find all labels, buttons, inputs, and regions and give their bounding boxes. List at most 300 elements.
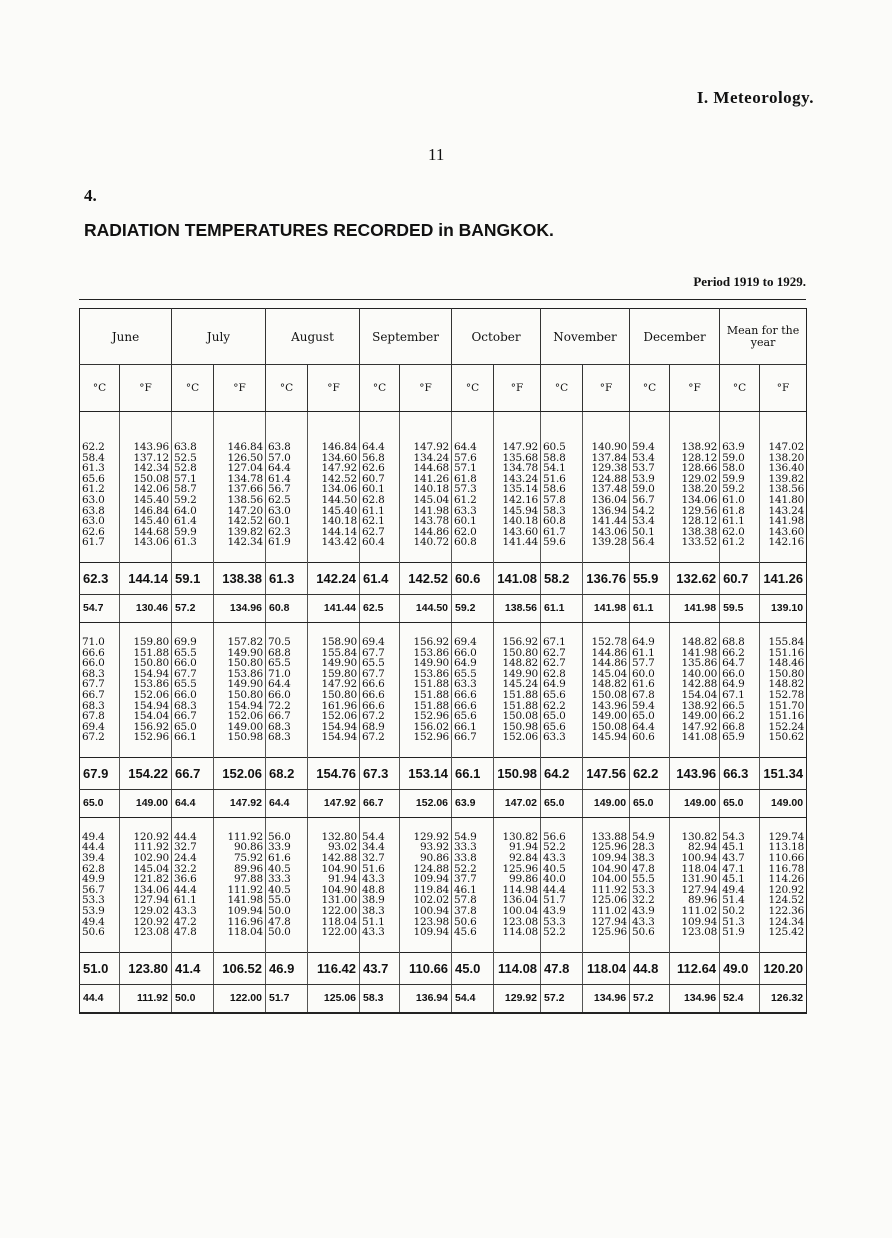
daily-value-cell: 66.6 bbox=[80, 648, 120, 659]
mean-value-cell: 142.24 bbox=[308, 562, 360, 594]
daily-value-cell: 111.92 bbox=[120, 842, 172, 853]
daily-value-cell: 68.3 bbox=[80, 669, 120, 680]
daily-value-cell: 127.04 bbox=[214, 463, 266, 474]
unit-celsius-header: °C bbox=[360, 365, 400, 412]
unit-celsius-header: °C bbox=[80, 365, 120, 412]
daily-value-cell: 44.4 bbox=[172, 885, 214, 896]
daily-value-cell: 100.94 bbox=[670, 853, 720, 864]
mean-value-cell: 123.80 bbox=[120, 952, 172, 984]
mean-value-cell: 66.3 bbox=[720, 757, 760, 789]
daily-value-cell: 49.4 bbox=[720, 885, 760, 896]
mean-value-cell: 141.08 bbox=[494, 562, 541, 594]
daily-value-cell: 61.7 bbox=[80, 537, 120, 548]
mean-row bbox=[80, 952, 807, 984]
daily-value-cell: 51.7 bbox=[541, 895, 583, 906]
daily-value-cell: 144.14 bbox=[308, 527, 360, 538]
daily-value-cell: 137.84 bbox=[583, 453, 630, 464]
block-mean-rows bbox=[80, 952, 807, 1013]
daily-value-cell: 131.00 bbox=[308, 895, 360, 906]
daily-value-cell: 141.26 bbox=[400, 474, 452, 485]
daily-value-cell: 141.98 bbox=[214, 895, 266, 906]
unit-fahrenheit-header: °F bbox=[214, 365, 266, 412]
daily-value-cell: 147.92 bbox=[494, 442, 541, 453]
daily-value-cell: 59.9 bbox=[172, 527, 214, 538]
secondary-mean-value-cell: 149.00 bbox=[760, 789, 807, 817]
daily-value-cell: 45.6 bbox=[452, 927, 494, 938]
mean-value-cell: 62.3 bbox=[80, 562, 120, 594]
daily-value-cell: 128.12 bbox=[670, 453, 720, 464]
daily-value-cell: 61.3 bbox=[172, 537, 214, 548]
daily-value-cell: 146.84 bbox=[308, 442, 360, 453]
daily-value-cell: 66.0 bbox=[452, 648, 494, 659]
daily-value-cell: 148.82 bbox=[670, 637, 720, 648]
daily-value-cell: 60.7 bbox=[360, 474, 400, 485]
daily-value-cell: 158.90 bbox=[308, 637, 360, 648]
daily-value-cell: 156.02 bbox=[400, 722, 452, 733]
daily-value-cell: 82.94 bbox=[670, 842, 720, 853]
daily-value-cell: 134.78 bbox=[494, 463, 541, 474]
daily-value-cell: 57.1 bbox=[452, 463, 494, 474]
secondary-mean-value-cell: 138.56 bbox=[494, 594, 541, 622]
daily-value-cell: 47.8 bbox=[266, 917, 308, 928]
daily-value-cell: 61.6 bbox=[266, 853, 308, 864]
daily-value-cell: 124.88 bbox=[583, 474, 630, 485]
daily-value-cell: 142.34 bbox=[120, 463, 172, 474]
daily-value-cell: 144.86 bbox=[583, 648, 630, 659]
daily-value-cell: 138.92 bbox=[670, 442, 720, 453]
daily-value-cell: 89.96 bbox=[670, 895, 720, 906]
daily-value-cell: 43.3 bbox=[172, 906, 214, 917]
daily-value-cell: 54.2 bbox=[630, 506, 670, 517]
daily-value-cell: 59.4 bbox=[630, 442, 670, 453]
daily-value-cell: 150.80 bbox=[214, 690, 266, 701]
daily-value-cell: 65.6 bbox=[541, 722, 583, 733]
mean-value-cell: 116.42 bbox=[308, 952, 360, 984]
daily-value-cell: 127.94 bbox=[120, 895, 172, 906]
daily-value-cell: 154.94 bbox=[308, 732, 360, 743]
secondary-mean-value-cell: 57.2 bbox=[172, 594, 214, 622]
secondary-mean-value-cell: 52.4 bbox=[720, 984, 760, 1013]
secondary-mean-value-cell: 60.8 bbox=[266, 594, 308, 622]
daily-value-cell: 50.6 bbox=[630, 927, 670, 938]
daily-value-cell: 129.92 bbox=[400, 832, 452, 843]
secondary-mean-value-cell: 147.02 bbox=[494, 789, 541, 817]
daily-value-cell: 111.02 bbox=[670, 906, 720, 917]
daily-value-cell: 146.84 bbox=[120, 506, 172, 517]
daily-value-cell: 63.0 bbox=[266, 506, 308, 517]
daily-value-cell: 67.7 bbox=[360, 648, 400, 659]
daily-value-cell: 150.08 bbox=[583, 722, 630, 733]
daily-row bbox=[80, 927, 807, 938]
daily-value-cell: 152.24 bbox=[760, 722, 807, 733]
daily-value-cell: 64.4 bbox=[266, 463, 308, 474]
daily-value-cell: 66.2 bbox=[720, 711, 760, 722]
daily-value-cell: 61.8 bbox=[452, 474, 494, 485]
mean-value-cell: 132.62 bbox=[670, 562, 720, 594]
month-header: July bbox=[172, 309, 266, 365]
daily-value-cell: 52.2 bbox=[541, 927, 583, 938]
daily-value-cell: 138.56 bbox=[214, 495, 266, 506]
daily-value-cell: 64.9 bbox=[720, 679, 760, 690]
daily-value-cell: 124.34 bbox=[760, 917, 807, 928]
daily-value-cell: 57.7 bbox=[630, 658, 670, 669]
daily-value-cell: 38.3 bbox=[360, 906, 400, 917]
daily-value-cell: 138.38 bbox=[670, 527, 720, 538]
daily-value-cell: 152.96 bbox=[400, 732, 452, 743]
daily-value-cell: 43.3 bbox=[360, 874, 400, 885]
daily-value-cell: 61.3 bbox=[80, 463, 120, 474]
daily-value-cell: 154.94 bbox=[120, 701, 172, 712]
mean-value-cell: 112.64 bbox=[670, 952, 720, 984]
daily-value-cell: 54.9 bbox=[630, 832, 670, 843]
daily-value-cell: 65.6 bbox=[541, 690, 583, 701]
daily-value-cell: 66.8 bbox=[720, 722, 760, 733]
daily-value-cell: 130.82 bbox=[670, 832, 720, 843]
daily-value-cell: 138.92 bbox=[670, 701, 720, 712]
daily-value-cell: 149.00 bbox=[670, 711, 720, 722]
secondary-mean-value-cell: 141.98 bbox=[583, 594, 630, 622]
daily-value-cell: 155.84 bbox=[308, 648, 360, 659]
daily-value-cell: 62.6 bbox=[80, 527, 120, 538]
daily-value-cell: 140.72 bbox=[400, 537, 452, 548]
daily-value-cell: 111.92 bbox=[214, 885, 266, 896]
daily-value-cell: 90.86 bbox=[400, 853, 452, 864]
daily-value-cell: 143.96 bbox=[120, 442, 172, 453]
daily-value-cell: 152.96 bbox=[400, 711, 452, 722]
daily-value-cell: 45.1 bbox=[720, 842, 760, 853]
mean-value-cell: 118.04 bbox=[583, 952, 630, 984]
unit-fahrenheit-header: °F bbox=[494, 365, 541, 412]
table-number: 4. bbox=[84, 186, 97, 205]
daily-value-cell: 45.1 bbox=[720, 874, 760, 885]
secondary-mean-value-cell: 62.5 bbox=[360, 594, 400, 622]
daily-value-cell: 154.04 bbox=[120, 711, 172, 722]
secondary-mean-value-cell: 134.96 bbox=[670, 984, 720, 1013]
daily-value-cell: 111.92 bbox=[214, 832, 266, 843]
daily-value-cell: 121.82 bbox=[120, 874, 172, 885]
daily-value-cell: 136.40 bbox=[760, 463, 807, 474]
secondary-mean-row bbox=[80, 789, 807, 817]
daily-value-cell: 145.24 bbox=[494, 679, 541, 690]
mean-value-cell: 136.76 bbox=[583, 562, 630, 594]
daily-value-cell: 53.9 bbox=[80, 906, 120, 917]
daily-value-cell: 43.9 bbox=[630, 906, 670, 917]
daily-value-cell: 62.8 bbox=[541, 669, 583, 680]
secondary-mean-value-cell: 126.32 bbox=[760, 984, 807, 1013]
mean-row bbox=[80, 562, 807, 594]
daily-value-cell: 56.0 bbox=[266, 832, 308, 843]
mean-value-cell: 151.34 bbox=[760, 757, 807, 789]
daily-value-cell: 153.86 bbox=[214, 669, 266, 680]
daily-readings-block bbox=[80, 817, 807, 952]
daily-value-cell: 91.94 bbox=[308, 874, 360, 885]
daily-value-cell: 62.2 bbox=[541, 701, 583, 712]
secondary-mean-value-cell: 65.0 bbox=[80, 789, 120, 817]
daily-value-cell: 147.92 bbox=[308, 463, 360, 474]
daily-value-cell: 67.7 bbox=[360, 669, 400, 680]
daily-value-cell: 150.08 bbox=[120, 474, 172, 485]
daily-value-cell: 61.1 bbox=[360, 506, 400, 517]
daily-value-cell: 100.04 bbox=[494, 906, 541, 917]
daily-value-cell: 61.7 bbox=[541, 527, 583, 538]
daily-value-cell: 125.96 bbox=[583, 927, 630, 938]
mean-value-cell: 141.26 bbox=[760, 562, 807, 594]
daily-value-cell: 140.18 bbox=[400, 484, 452, 495]
daily-value-cell: 142.06 bbox=[120, 484, 172, 495]
daily-value-cell: 59.2 bbox=[172, 495, 214, 506]
secondary-mean-value-cell: 63.9 bbox=[452, 789, 494, 817]
daily-value-cell: 37.8 bbox=[452, 906, 494, 917]
daily-value-cell: 145.94 bbox=[583, 732, 630, 743]
daily-value-cell: 51.6 bbox=[360, 864, 400, 875]
daily-value-cell: 65.0 bbox=[630, 711, 670, 722]
daily-value-cell: 122.00 bbox=[308, 906, 360, 917]
daily-value-cell: 32.7 bbox=[172, 842, 214, 853]
daily-value-cell: 120.92 bbox=[120, 917, 172, 928]
mean-value-cell: 59.1 bbox=[172, 562, 214, 594]
daily-value-cell: 43.3 bbox=[541, 853, 583, 864]
mean-row bbox=[80, 757, 807, 789]
mean-value-cell: 66.7 bbox=[172, 757, 214, 789]
daily-value-cell: 60.0 bbox=[630, 669, 670, 680]
daily-value-cell: 145.40 bbox=[120, 495, 172, 506]
daily-value-cell: 145.04 bbox=[583, 669, 630, 680]
daily-value-cell: 71.0 bbox=[80, 637, 120, 648]
daily-value-cell: 59.9 bbox=[720, 474, 760, 485]
daily-value-cell: 157.82 bbox=[214, 637, 266, 648]
daily-value-cell: 125.42 bbox=[760, 927, 807, 938]
daily-value-cell: 151.88 bbox=[494, 690, 541, 701]
daily-value-cell: 61.4 bbox=[266, 474, 308, 485]
daily-value-cell: 60.5 bbox=[541, 442, 583, 453]
daily-value-cell: 134.06 bbox=[670, 495, 720, 506]
daily-value-cell: 32.7 bbox=[360, 853, 400, 864]
unit-fahrenheit-header: °F bbox=[400, 365, 452, 412]
daily-value-cell: 97.88 bbox=[214, 874, 266, 885]
daily-value-cell: 152.78 bbox=[760, 690, 807, 701]
secondary-mean-value-cell: 61.1 bbox=[541, 594, 583, 622]
mean-value-cell: 49.0 bbox=[720, 952, 760, 984]
daily-value-cell: 52.5 bbox=[172, 453, 214, 464]
daily-value-cell: 65.0 bbox=[172, 722, 214, 733]
daily-value-cell: 133.52 bbox=[670, 537, 720, 548]
daily-value-cell: 57.8 bbox=[452, 895, 494, 906]
mean-value-cell: 46.9 bbox=[266, 952, 308, 984]
daily-value-cell: 62.7 bbox=[360, 527, 400, 538]
daily-value-cell: 47.8 bbox=[172, 927, 214, 938]
daily-value-cell: 156.92 bbox=[400, 637, 452, 648]
daily-value-cell: 61.1 bbox=[720, 516, 760, 527]
daily-value-cell: 116.78 bbox=[760, 864, 807, 875]
daily-value-cell: 67.7 bbox=[172, 669, 214, 680]
daily-value-cell: 66.6 bbox=[452, 690, 494, 701]
daily-value-cell: 52.8 bbox=[172, 463, 214, 474]
daily-value-cell: 51.4 bbox=[720, 895, 760, 906]
daily-value-cell: 66.1 bbox=[172, 732, 214, 743]
unit-celsius-header: °C bbox=[541, 365, 583, 412]
mean-value-cell: 152.06 bbox=[214, 757, 266, 789]
daily-value-cell: 51.1 bbox=[360, 917, 400, 928]
daily-value-cell: 142.52 bbox=[214, 516, 266, 527]
secondary-mean-value-cell: 147.92 bbox=[214, 789, 266, 817]
daily-value-cell: 64.9 bbox=[630, 637, 670, 648]
daily-value-cell: 130.82 bbox=[494, 832, 541, 843]
daily-value-cell: 56.4 bbox=[630, 537, 670, 548]
daily-row bbox=[80, 690, 807, 701]
daily-value-cell: 123.98 bbox=[400, 917, 452, 928]
daily-value-cell: 152.78 bbox=[583, 637, 630, 648]
daily-value-cell: 123.08 bbox=[670, 927, 720, 938]
daily-value-cell: 150.62 bbox=[760, 732, 807, 743]
daily-value-cell: 47.2 bbox=[172, 917, 214, 928]
mean-value-cell: 120.20 bbox=[760, 952, 807, 984]
daily-value-cell: 151.88 bbox=[120, 648, 172, 659]
unit-header-row bbox=[80, 365, 807, 412]
daily-value-cell: 60.8 bbox=[541, 516, 583, 527]
mean-value-cell: 138.38 bbox=[214, 562, 266, 594]
daily-value-cell: 137.12 bbox=[120, 453, 172, 464]
daily-value-cell: 150.80 bbox=[760, 669, 807, 680]
daily-value-cell: 140.00 bbox=[670, 669, 720, 680]
secondary-mean-value-cell: 65.0 bbox=[720, 789, 760, 817]
daily-value-cell: 56.7 bbox=[630, 495, 670, 506]
daily-value-cell: 55.5 bbox=[630, 874, 670, 885]
secondary-mean-value-cell: 149.00 bbox=[583, 789, 630, 817]
daily-value-cell: 151.88 bbox=[400, 690, 452, 701]
unit-fahrenheit-header: °F bbox=[120, 365, 172, 412]
daily-value-cell: 32.2 bbox=[172, 864, 214, 875]
daily-value-cell: 150.08 bbox=[494, 711, 541, 722]
daily-row bbox=[80, 537, 807, 548]
daily-value-cell: 151.16 bbox=[760, 648, 807, 659]
daily-value-cell: 141.44 bbox=[494, 537, 541, 548]
mean-value-cell: 61.4 bbox=[360, 562, 400, 594]
daily-value-cell: 150.08 bbox=[583, 690, 630, 701]
daily-value-cell: 60.4 bbox=[360, 537, 400, 548]
secondary-mean-value-cell: 57.2 bbox=[630, 984, 670, 1013]
daily-value-cell: 66.0 bbox=[80, 658, 120, 669]
daily-value-cell: 62.3 bbox=[266, 527, 308, 538]
mean-value-cell: 67.3 bbox=[360, 757, 400, 789]
daily-value-cell: 69.4 bbox=[452, 637, 494, 648]
daily-value-cell: 68.3 bbox=[80, 701, 120, 712]
daily-value-cell: 51.3 bbox=[720, 917, 760, 928]
daily-value-cell: 62.5 bbox=[266, 495, 308, 506]
daily-value-cell: 63.0 bbox=[80, 495, 120, 506]
secondary-mean-value-cell: 64.4 bbox=[266, 789, 308, 817]
daily-value-cell: 53.7 bbox=[630, 463, 670, 474]
daily-value-cell: 53.3 bbox=[630, 885, 670, 896]
daily-value-cell: 65.5 bbox=[266, 658, 308, 669]
daily-value-cell: 143.60 bbox=[760, 527, 807, 538]
secondary-mean-value-cell: 65.0 bbox=[630, 789, 670, 817]
daily-value-cell: 50.2 bbox=[720, 906, 760, 917]
daily-value-cell: 33.9 bbox=[266, 842, 308, 853]
mean-value-cell: 51.0 bbox=[80, 952, 120, 984]
daily-value-cell: 68.3 bbox=[266, 722, 308, 733]
daily-value-cell: 61.6 bbox=[630, 679, 670, 690]
mean-value-cell: 66.1 bbox=[452, 757, 494, 789]
daily-value-cell: 129.56 bbox=[670, 506, 720, 517]
daily-value-cell: 64.4 bbox=[630, 722, 670, 733]
daily-value-cell: 38.3 bbox=[630, 853, 670, 864]
daily-value-cell: 150.80 bbox=[214, 658, 266, 669]
daily-value-cell: 57.3 bbox=[452, 484, 494, 495]
secondary-mean-value-cell: 54.7 bbox=[80, 594, 120, 622]
daily-value-cell: 63.8 bbox=[172, 442, 214, 453]
daily-value-cell: 142.88 bbox=[308, 853, 360, 864]
daily-value-cell: 62.8 bbox=[80, 864, 120, 875]
daily-value-cell: 125.96 bbox=[583, 842, 630, 853]
daily-value-cell: 138.56 bbox=[760, 484, 807, 495]
daily-value-cell: 48.8 bbox=[360, 885, 400, 896]
daily-value-cell: 67.8 bbox=[80, 711, 120, 722]
daily-value-cell: 64.7 bbox=[720, 658, 760, 669]
daily-value-cell: 68.9 bbox=[360, 722, 400, 733]
daily-value-cell: 67.1 bbox=[541, 637, 583, 648]
daily-value-cell: 62.7 bbox=[541, 648, 583, 659]
secondary-mean-value-cell: 54.4 bbox=[452, 984, 494, 1013]
daily-value-cell: 51.9 bbox=[720, 927, 760, 938]
secondary-mean-value-cell: 125.06 bbox=[308, 984, 360, 1013]
daily-value-cell: 123.08 bbox=[494, 917, 541, 928]
daily-value-cell: 143.24 bbox=[494, 474, 541, 485]
daily-value-cell: 38.9 bbox=[360, 895, 400, 906]
daily-value-cell: 43.3 bbox=[360, 927, 400, 938]
daily-value-cell: 69.9 bbox=[172, 637, 214, 648]
mean-value-cell: 62.2 bbox=[630, 757, 670, 789]
daily-row bbox=[80, 637, 807, 648]
daily-value-cell: 120.92 bbox=[120, 832, 172, 843]
mean-value-cell: 154.22 bbox=[120, 757, 172, 789]
daily-value-cell: 154.04 bbox=[670, 690, 720, 701]
daily-value-cell: 61.2 bbox=[80, 484, 120, 495]
daily-value-cell: 139.82 bbox=[760, 474, 807, 485]
mean-value-cell: 150.98 bbox=[494, 757, 541, 789]
daily-value-cell: 142.34 bbox=[214, 537, 266, 548]
mean-value-cell: 154.76 bbox=[308, 757, 360, 789]
daily-value-cell: 143.06 bbox=[120, 537, 172, 548]
daily-value-cell: 65.5 bbox=[360, 658, 400, 669]
block-mean-rows bbox=[80, 562, 807, 622]
daily-value-cell: 118.04 bbox=[214, 927, 266, 938]
daily-row bbox=[80, 732, 807, 743]
daily-value-cell: 50.1 bbox=[630, 527, 670, 538]
daily-value-cell: 65.0 bbox=[541, 711, 583, 722]
daily-value-cell: 54.1 bbox=[541, 463, 583, 474]
daily-value-cell: 128.66 bbox=[670, 463, 720, 474]
daily-value-cell: 118.04 bbox=[308, 917, 360, 928]
daily-value-cell: 69.4 bbox=[360, 637, 400, 648]
mean-value-cell: 64.2 bbox=[541, 757, 583, 789]
daily-value-cell: 62.8 bbox=[360, 495, 400, 506]
daily-value-cell: 153.86 bbox=[120, 679, 172, 690]
daily-value-cell: 120.92 bbox=[760, 885, 807, 896]
secondary-mean-value-cell: 141.44 bbox=[308, 594, 360, 622]
daily-value-cell: 57.6 bbox=[452, 453, 494, 464]
daily-value-cell: 161.96 bbox=[308, 701, 360, 712]
unit-fahrenheit-header: °F bbox=[760, 365, 807, 412]
daily-value-cell: 64.9 bbox=[541, 679, 583, 690]
daily-value-cell: 129.02 bbox=[670, 474, 720, 485]
mean-value-cell: 142.52 bbox=[400, 562, 452, 594]
daily-value-cell: 147.92 bbox=[308, 679, 360, 690]
mean-value-cell: 41.4 bbox=[172, 952, 214, 984]
month-header: November bbox=[541, 309, 630, 365]
daily-value-cell: 142.52 bbox=[308, 474, 360, 485]
daily-value-cell: 141.80 bbox=[760, 495, 807, 506]
daily-value-cell: 141.98 bbox=[670, 648, 720, 659]
